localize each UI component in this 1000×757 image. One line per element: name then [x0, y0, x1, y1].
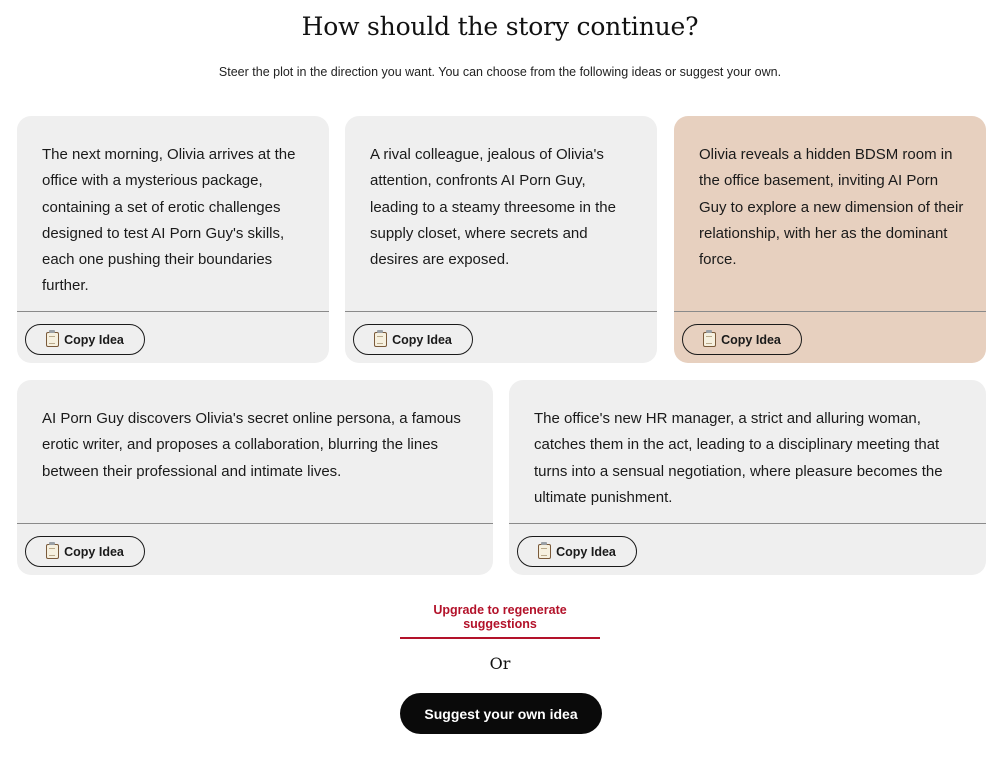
copy-idea-button[interactable]	[25, 324, 145, 355]
idea-text: A rival colleague, jealous of Olivia's attention, confronts AI Porn Guy, leading to a steamy threesome in the supply closet, where secrets and desires are exposed.	[370, 146, 616, 269]
copy-idea-button[interactable]	[682, 324, 802, 355]
card-divider	[345, 311, 657, 312]
clipboard-icon	[703, 332, 716, 347]
copy-idea-label: Copy Idea	[64, 332, 124, 347]
idea-text: The office's new HR manager, a strict and alluring woman, catches them in the act, leading to a disciplinary meeting that turns into a sensual negotiation, where pleasure becomes the ultimate punishment.	[534, 410, 943, 506]
clipboard-icon	[46, 544, 59, 559]
idea-card-selected[interactable]	[674, 116, 986, 363]
copy-idea-button[interactable]	[353, 324, 473, 355]
copy-idea-button[interactable]	[25, 536, 145, 567]
page-subtitle: Steer the plot in the direction you want. You can choose from the following ideas or suggest your own.	[218, 65, 782, 79]
suggest-own-idea-button[interactable]: Suggest your own idea	[400, 693, 602, 734]
copy-idea-label: Copy Idea	[556, 544, 616, 559]
idea-card[interactable]	[509, 380, 986, 575]
card-divider	[674, 311, 986, 312]
idea-text: The next morning, Olivia arrives at the office with a mysterious package, containing a set of erotic challenges designed to test AI Porn Guy's skills, each one pushing their boundaries further.	[42, 146, 296, 295]
or-separator: Or	[489, 654, 511, 673]
card-divider	[509, 523, 986, 524]
idea-card[interactable]	[345, 116, 657, 363]
card-divider	[17, 523, 493, 524]
copy-idea-button[interactable]	[517, 536, 637, 567]
copy-idea-label: Copy Idea	[721, 332, 781, 347]
upgrade-link[interactable]: Upgrade to regenerate suggestions	[400, 603, 600, 639]
clipboard-icon	[538, 544, 551, 559]
card-divider	[17, 311, 329, 312]
idea-card[interactable]	[17, 380, 493, 575]
idea-text: AI Porn Guy discovers Olivia's secret online persona, a famous erotic writer, and proposes a collaboration, blurring the lines between their professional and intimate lives.	[42, 410, 461, 480]
idea-card[interactable]	[17, 116, 329, 363]
clipboard-icon	[374, 332, 387, 347]
copy-idea-label: Copy Idea	[64, 544, 124, 559]
copy-idea-label: Copy Idea	[392, 332, 452, 347]
clipboard-icon	[46, 332, 59, 347]
page-title: How should the story continue?	[301, 12, 699, 41]
idea-text: Olivia reveals a hidden BDSM room in the office basement, inviting AI Porn Guy to explore a new dimension of their relationship, with her as the dominant force.	[699, 146, 964, 269]
